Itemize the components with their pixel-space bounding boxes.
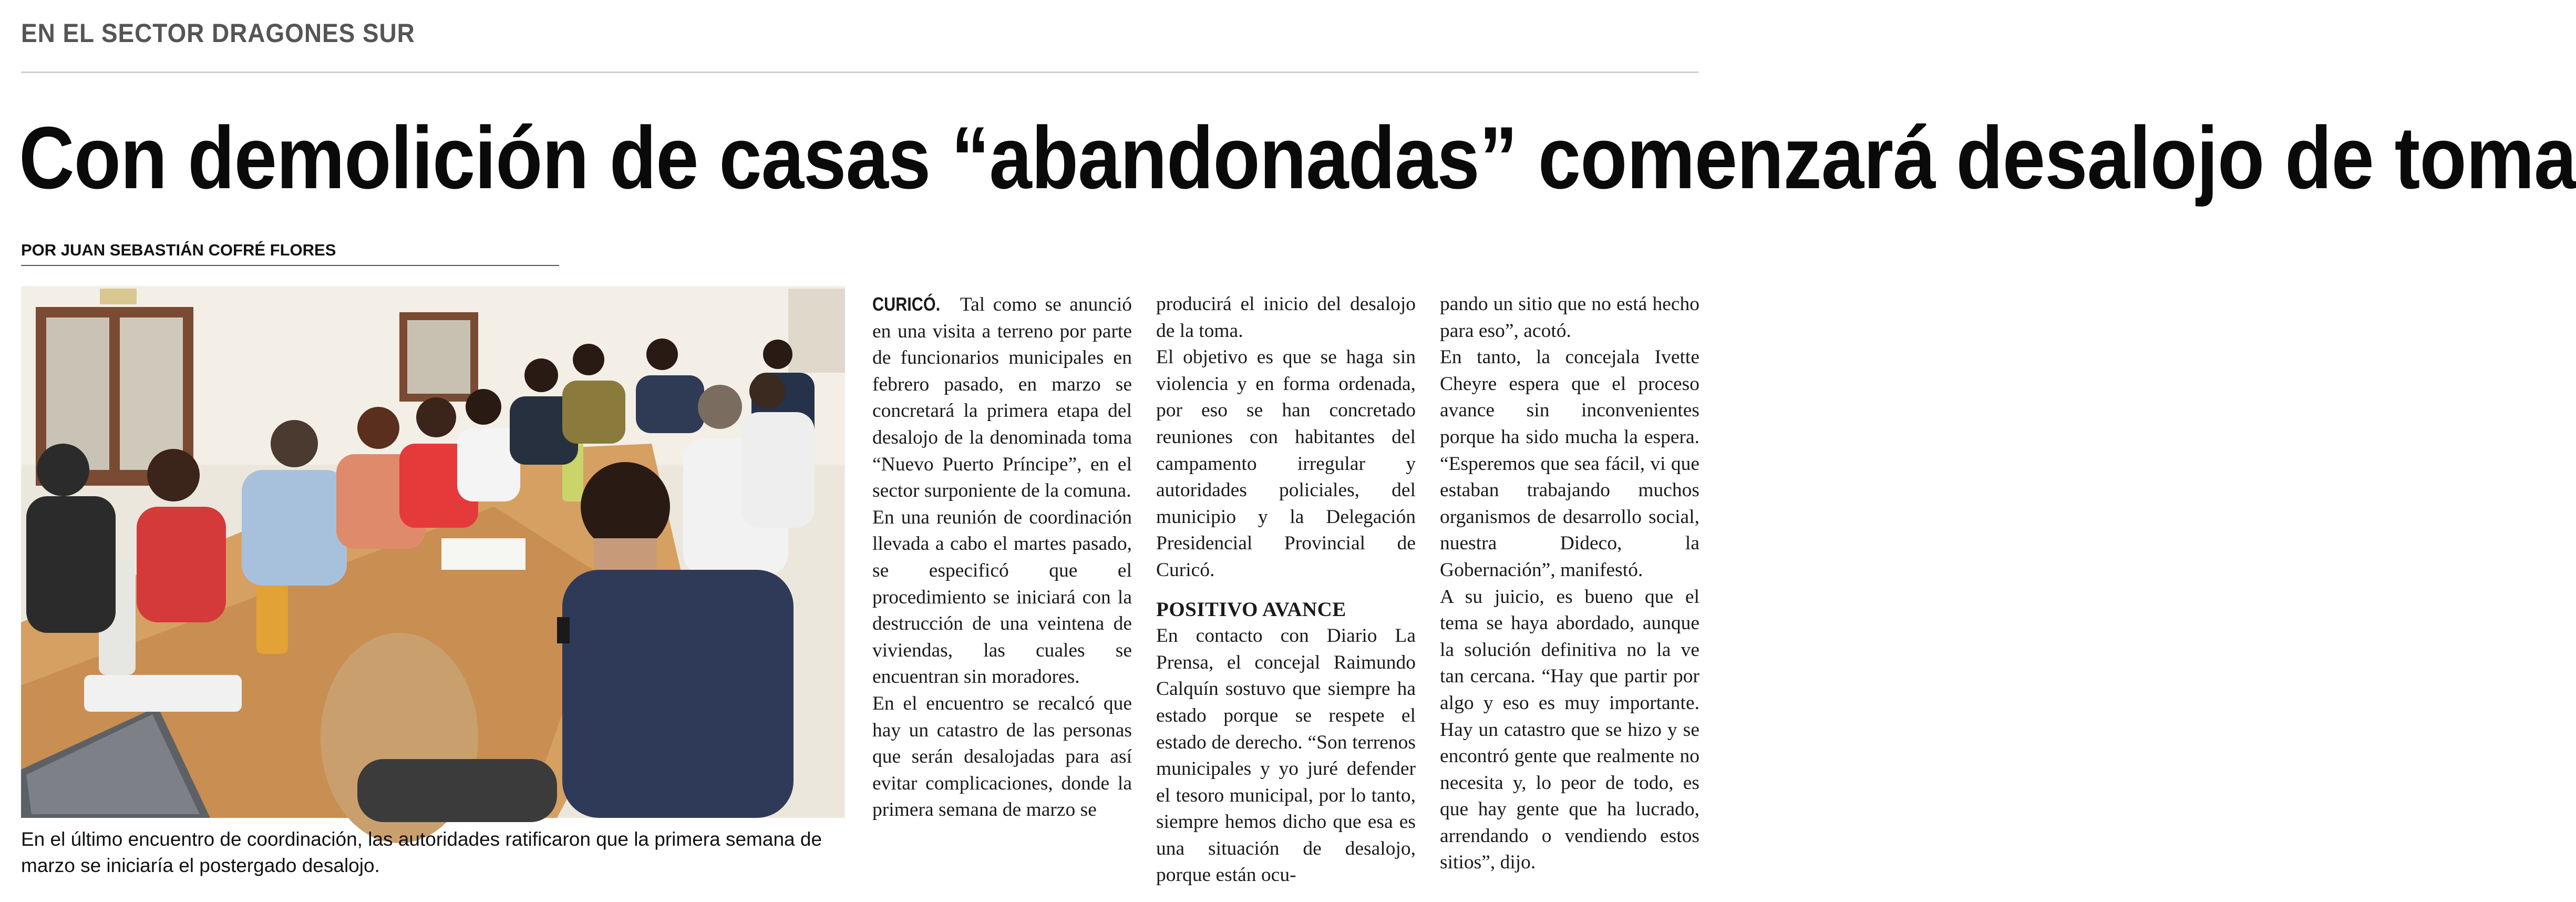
paragraph: A su juicio, es bueno que el tema se haya abordado, aunque la solución definitiva no la ve tan cercana. “Hay que partir por algo y eso es muy importante. Hay un catastro que se hizo y se encontró gente que realmente no necesita y, lo peor de todo, es que hay gente que ha lucrado, arrendando o vendiendo estos sitios”, dijo.	[1440, 586, 1699, 874]
paragraph: pando un sitio que no está hecho para eso”, acotó.	[1440, 293, 1699, 342]
section-kicker: EN EL SECTOR DRAGONES SUR	[21, 18, 415, 48]
subheading: POSITIVO AVANCE	[1156, 598, 1346, 621]
article-column-3	[1440, 291, 1699, 876]
byline: POR JUAN SEBASTIÁN COFRÉ FLORES	[21, 241, 336, 259]
city-dateline: CURICÓ.	[872, 293, 941, 315]
paragraph: En el encuentro se recalcó que hay un catastro de las personas que serán desalojadas para así evitar complicaciones, donde la primera semana de marzo se	[872, 692, 1132, 821]
paragraph: En una reunión de coordinación llevada a cabo el martes pasado, se especificó que el procedimiento se iniciará con la destrucción de una veintena de viviendas, las cuales se encuentran sin moradores.	[872, 506, 1132, 688]
article-column-1	[872, 291, 1132, 824]
photo-caption: En el último encuentro de coordinación, las autoridades ratificaron que la primera semana de marzo se iniciaría el postergado desalojo.	[21, 828, 822, 876]
article-column-2	[1156, 291, 1416, 889]
paragraph: En contacto con Diario La Prensa, el concejal Raimundo Calquín sostuvo que siempre ha estado porque se respete el estado de derecho. “Son terrenos municipales y yo juré defender el tesoro municipal, por lo tanto, siempre hemos dicho que esa es una situación de desalojo, porque están ocu-	[1156, 625, 1416, 886]
byline-divider	[21, 265, 559, 266]
meeting-photo	[21, 286, 845, 818]
headline: Con demolición de casas “abandonadas” comenzará desalojo de toma	[19, 108, 2576, 207]
paragraph	[872, 291, 1132, 505]
paragraph-text: Tal como se anunció en una visita a terreno por parte de funcionarios municipales en febrero pasado, en marzo se concretará la primera etapa del desalojo de la denominada toma “Nuevo Puerto Príncipe”, en el sector surponiente de la comuna.	[872, 294, 1132, 502]
paragraph: El objetivo es que se haga sin violencia y en forma ordenada, por eso se han concretado reuniones con habitantes del campamento irregular y autoridades policiales, del municipio y la Delegación Presidencial Provincial de Curicó.	[1156, 346, 1416, 581]
paragraph: En tanto, la concejala Ivette Cheyre espera que el proceso avance sin inconvenientes porque ha sido mucha la espera. “Esperemos que sea fácil, vi que estaban trabajando muchos organismos de desarrollo social, nuestra Dideco, la Gobernación”, manifestó.	[1440, 346, 1699, 581]
paragraph: producirá el inicio del desalojo de la toma.	[1156, 293, 1416, 342]
top-divider	[21, 71, 1698, 73]
